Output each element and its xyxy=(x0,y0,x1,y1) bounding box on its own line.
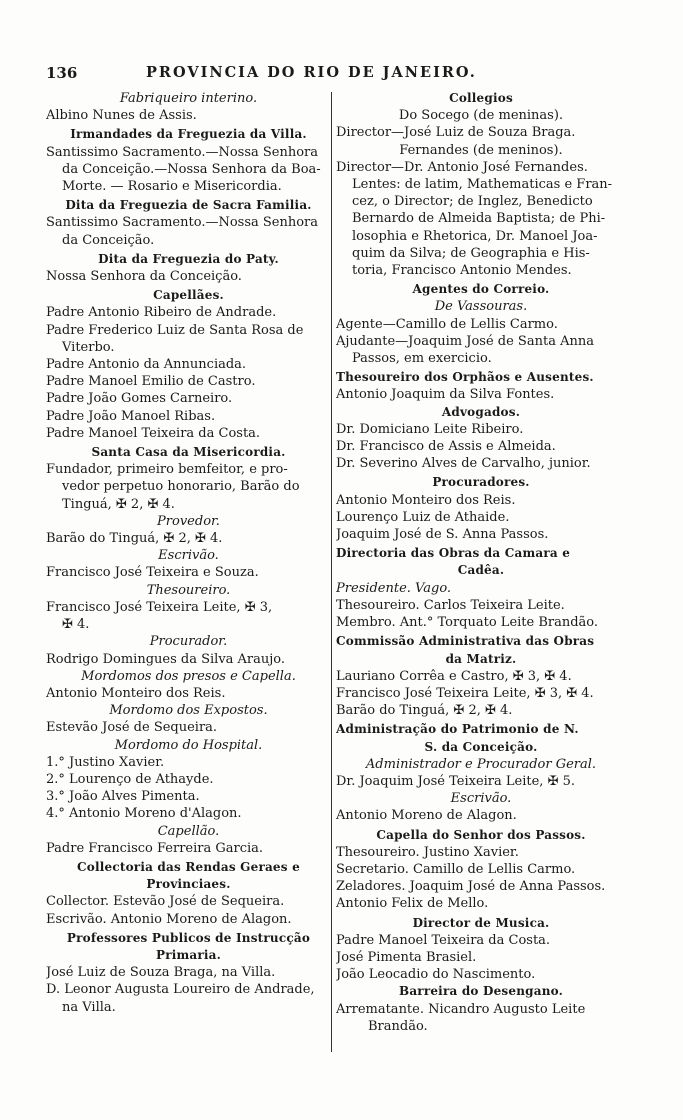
text-line: Ajudante—Joaquim José de Santa Anna xyxy=(336,333,594,349)
running-head: PROVINCIA DO RIO DE JANEIRO. xyxy=(146,64,477,81)
page-number: 136 xyxy=(46,64,78,82)
text-line: 4.° Antonio Moreno d'Alagon. xyxy=(46,806,242,822)
text-line: quim da Silva; de Geographia e His- xyxy=(352,245,590,261)
text-line: Advogados. xyxy=(441,404,521,419)
text-line: Antonio Monteiro dos Reis. xyxy=(46,685,226,701)
text-line: S. da Conceição. xyxy=(424,739,538,754)
text-line: Administrador e Procurador Geral. xyxy=(365,756,597,772)
text-line: ✠ 4. xyxy=(62,617,90,633)
text-line: Secretario. Camillo de Lellis Carmo. xyxy=(336,861,576,877)
text-line: losophia e Rhetorica, Dr. Manoel Joa- xyxy=(352,228,598,244)
text-line: Fabriqueiro interino. xyxy=(119,91,258,106)
text-line: 1.° Justino Xavier. xyxy=(46,754,165,770)
text-line: 3.° João Alves Pimenta. xyxy=(46,789,200,805)
text-line: Director de Musica. xyxy=(412,915,550,930)
left-column xyxy=(46,90,331,1016)
text-line: Arrematante. Nicandro Augusto Leite xyxy=(336,1001,586,1017)
text-line: Membro. Ant.° Torquato Leite Brandão. xyxy=(336,615,599,631)
text-line: Provinciaes. xyxy=(146,877,231,892)
text-line: D. Leonor Augusta Loureiro de Andrade, xyxy=(46,982,315,998)
text-line: Viterbo. xyxy=(62,339,115,355)
text-line: Procuradores. xyxy=(432,475,530,490)
text-line: Francisco José Teixeira Leite, ✠ 3, ✠ 4. xyxy=(336,685,594,701)
text-line: José Pimenta Brasiel. xyxy=(336,949,477,965)
text-line: Antonio Felix de Mello. xyxy=(336,896,489,912)
text-line: Provedor. xyxy=(157,513,220,529)
text-line: na Villa. xyxy=(62,999,116,1015)
text-line: Lourenço Luiz de Athaide. xyxy=(336,509,510,525)
right-column xyxy=(336,90,626,1035)
text-line: Fernandes (de meninos). xyxy=(399,142,563,158)
column-divider xyxy=(331,92,332,1052)
text-line: Lauriano Corrêa e Castro, ✠ 3, ✠ 4. xyxy=(336,668,572,684)
text-line: Padre João Gomes Carneiro. xyxy=(46,391,233,407)
text-line: De Vassouras. xyxy=(434,299,528,315)
text-line: cez, o Director; de Inglez, Benedicto xyxy=(352,194,593,210)
text-line: Padre Antonio Ribeiro de Andrade. xyxy=(46,305,277,321)
text-line: Padre Manoel Emilio de Castro. xyxy=(46,374,256,390)
text-line: Irmandades da Freguezia da Villa. xyxy=(70,127,307,142)
text-line: Zeladores. Joaquim José de Anna Passos. xyxy=(336,879,606,895)
text-line: Escrivão. xyxy=(158,548,219,564)
text-line: Thesoureiro. xyxy=(146,582,231,598)
text-line: Lentes: de latim, Mathematicas e Fran- xyxy=(352,177,613,193)
text-line: Dita da Freguezia do Paty. xyxy=(98,251,279,266)
text-line: Thesoureiro. Carlos Teixeira Leite. xyxy=(336,597,565,613)
text-line: Antonio Moreno de Alagon. xyxy=(336,808,517,824)
text-line: João Leocadio do Nascimento. xyxy=(336,967,536,983)
text-line: vedor perpetuo honorario, Barão do xyxy=(62,479,300,495)
text-line: Agentes do Correio. xyxy=(412,282,550,297)
text-line: Brandão. xyxy=(368,1018,428,1034)
text-line: Padre Manoel Teixeira da Costa. xyxy=(336,932,551,948)
text-line: Passos, em exercicio. xyxy=(352,351,492,367)
text-line: Padre João Manoel Ribas. xyxy=(46,408,216,424)
text-line: Administração do Patrimonio de N. xyxy=(336,722,579,737)
text-line: Estevão José de Sequeira. xyxy=(46,720,218,736)
text-line: Thesoureiro dos Orphãos e Ausentes. xyxy=(336,370,594,385)
text-line: Padre Frederico Luiz de Santa Rosa de xyxy=(46,322,304,338)
text-line: José Luiz de Souza Braga, na Villa. xyxy=(46,965,276,981)
text-line: Director—Dr. Antonio José Fernandes. xyxy=(336,159,588,175)
text-line: Collectoria das Rendas Geraes e xyxy=(77,859,300,874)
text-line: Santissimo Sacramento.—Nossa Senhora xyxy=(46,215,319,231)
text-line: Francisco José Teixeira Leite, ✠ 3, xyxy=(46,599,273,615)
text-line: Thesoureiro. Justino Xavier. xyxy=(336,844,519,860)
text-line: Professores Publicos de Instrucção xyxy=(66,930,311,945)
text-line: Padre Francisco Ferreira Garcia. xyxy=(46,840,264,856)
text-line: toria, Francisco Antonio Mendes. xyxy=(352,263,572,279)
text-line: da Conceição. xyxy=(62,232,155,248)
text-line: Dr. Domiciano Leite Ribeiro. xyxy=(336,421,524,437)
text-line: Collector. Estevão José de Sequeira. xyxy=(46,894,285,910)
text-line: Escrivão. Antonio Moreno de Alagon. xyxy=(46,911,292,927)
text-line: Dr. Joaquim José Teixeira Leite, ✠ 5. xyxy=(336,773,575,789)
text-line: Santa Casa da Misericordia. xyxy=(91,445,286,460)
text-line: Presidente. Vago. xyxy=(336,580,452,596)
text-line: Capellães. xyxy=(153,288,224,303)
text-line: Commissão Administrativa das Obras xyxy=(336,634,595,649)
text-line: Procurador. xyxy=(149,634,228,650)
text-line: Francisco José Teixeira e Souza. xyxy=(46,565,259,581)
text-line: Morte. — Rosario e Misericordia. xyxy=(62,179,282,195)
text-line: Escrivão. xyxy=(450,791,512,807)
text-line: Capella do Senhor dos Passos. xyxy=(376,827,586,842)
text-line: Primaria. xyxy=(155,947,221,962)
text-line: Cadêa. xyxy=(457,563,505,578)
text-line: Antonio Monteiro dos Reis. xyxy=(336,492,516,508)
text-line: Directoria das Obras da Camara e xyxy=(336,546,571,561)
text-line: da Conceição.—Nossa Senhora da Boa- xyxy=(62,161,321,177)
text-line: Capellão. xyxy=(157,823,220,839)
text-line: Albino Nunes de Assis. xyxy=(46,108,197,124)
text-line: Barreira do Desengano. xyxy=(398,984,564,999)
text-line: Dr. Francisco de Assis e Almeida. xyxy=(336,439,556,455)
text-line: Dr. Severino Alves de Carvalho, junior. xyxy=(336,456,591,472)
text-line: Padre Manoel Teixeira da Costa. xyxy=(46,425,261,441)
text-line: da Matriz. xyxy=(445,651,517,666)
text-line: Mordomo do Hospital. xyxy=(114,737,263,753)
text-line: Mordomo dos Expostos. xyxy=(109,703,268,719)
text-line: Joaquim José de S. Anna Passos. xyxy=(336,527,549,543)
text-line: Santissimo Sacramento.—Nossa Senhora xyxy=(46,144,319,160)
text-line: Rodrigo Domingues da Silva Araujo. xyxy=(46,651,286,667)
text-line: Barão do Tinguá, ✠ 2, ✠ 4. xyxy=(336,703,513,719)
text-line: Tinguá, ✠ 2, ✠ 4. xyxy=(62,496,175,512)
text-line: 2.° Lourenço de Athayde. xyxy=(46,771,214,787)
text-line: Barão do Tinguá, ✠ 2, ✠ 4. xyxy=(46,531,223,547)
text-line: Director—José Luiz de Souza Braga. xyxy=(336,125,576,141)
text-line: Dita da Freguezia de Sacra Familia. xyxy=(65,198,312,213)
text-line: Collegios xyxy=(449,91,513,105)
text-line: Fundador, primeiro bemfeitor, e pro- xyxy=(46,462,288,478)
page-header xyxy=(46,64,626,84)
text-line: Nossa Senhora da Conceição. xyxy=(46,269,242,285)
text-line: Padre Antonio da Annunciada. xyxy=(46,357,247,373)
text-line: Agente—Camillo de Lellis Carmo. xyxy=(336,316,558,332)
text-line: Bernardo de Almeida Baptista; de Phi- xyxy=(352,211,606,227)
text-line: Mordomos dos presos e Capella. xyxy=(81,668,296,684)
text-line: Antonio Joaquim da Silva Fontes. xyxy=(336,387,555,403)
text-line: Do Socego (de meninas). xyxy=(398,108,564,124)
